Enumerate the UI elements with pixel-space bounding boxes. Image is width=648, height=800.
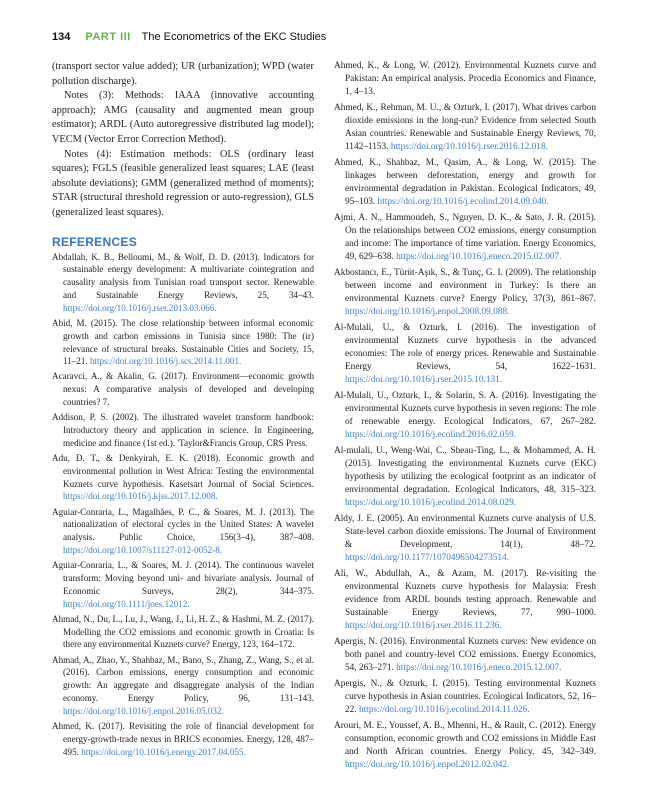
doi-link[interactable]: https://doi.org/10.1016/j.enpol.2016.05.032. (63, 705, 224, 716)
doi-link[interactable]: https://doi.org/10.1016/j.enpol.2012.02.042. (345, 759, 510, 770)
running-head (52, 28, 612, 46)
doi-link[interactable]: https://doi.org/10.1016/j.rser.2015.10.131. (345, 375, 503, 386)
reference-text: Addison, P. S. (2002). The illustrated wavelet transform handbook: Introductory theory and application in science. In Engineering, medicine and finance (1st ed.). 'Taylor&Francis Group, CRS Press. (52, 412, 314, 448)
doi-link[interactable]: https://doi.org/10.1016/j.scs.2014.11.001. (89, 356, 242, 367)
reference-text: Apergis, N., & Ozturk, I. (2015). Testing environmental Kuznets curve hypothesis in Asian countries. Ecological Indicators, 52, 16–22. (334, 678, 596, 715)
reference-text: Al-Mulali, U., & Ozturk, I. (2016). The investigation of environmental Kuznets curve hypothesis in the advanced economies: The role of energy prices. Renewable and Sustainable Energy Reviews, 54, 1622–1631. (334, 322, 596, 373)
reference-entry (334, 720, 596, 772)
reference-entry (52, 559, 314, 610)
reference-text: Apergis, N. (2016). Environmental Kuznets curves: New evidence on both panel and country-level CO2 emissions. Energy Economics, 54, 263–271. (334, 636, 596, 674)
reference-entry (334, 322, 596, 387)
reference-text: Al-Mulali, U., Ozturk, I., & Solarin, S. A. (2016). Investigating the environmental Kuznets curve hypothesis in seven regions: The role of renewable energy. Ecological Indicators, 67, 267–282. (334, 390, 596, 427)
reference-text: Aguiar-Conraria, L., & Soares, M. J. (2014). The continuous wavelet transform: Moving beyond uni- and bivariate analysis. Journal of Economic Surveys, 28(2), 344–375. (52, 560, 314, 596)
doi-link[interactable]: https://doi.org/10.1111/joes.12012. (63, 598, 190, 609)
doi-link[interactable]: https://doi.org/10.1016/j.eneco.2015.12.007. (396, 663, 562, 674)
left-column (52, 60, 314, 761)
notes-paragraph: (transport sector value added); UR (urbanization); WPD (water pollution discharge). (52, 61, 314, 87)
reference-text: Aguiar-Conraria, L., Magalhães, P. C., & Soares, M. J. (2013). The nationalization of electoral cycles in the United States: A wavelet analysis. Public Choice, 156(3–4), 387–408. (52, 506, 314, 543)
notes-paragraph: Notes (4): Estimation methods: OLS (ordinary least squares); FGLS (feasible generalized least squares; LAE (least absolute deviations); GMM (generalized method of moments); STAR (structural threshold regression or auto-regression), GLS (generalized least squares). (52, 148, 314, 218)
reference-text: Ahmed, K., & Long, W. (2012). Environmental Kuznets curve and Pakistan: An empirical analysis. Procedia Economics and Finance, 1, 4–13. (334, 61, 596, 98)
reference-entry (334, 513, 596, 565)
reference-entry (52, 720, 314, 758)
reference-text: Adu, D. T., & Denkyirah, E. K. (2018). Economic growth and environmental pollution in West Africa: Testing the environmental Kuznets curve hypothesis. Kasetsart Journal of Social Sciences. (52, 453, 314, 489)
reference-text: Ali, W., Abdullah, A., & Azam, M. (2017). Re-visiting the environmental Kuznets curve hypothesis for Malaysia: Fresh evidence from ARDL bounds testing approach. Renewable and Sustainable Energy Reviews, 77, 990–1000. (334, 568, 596, 619)
doi-link[interactable]: https://doi.org/10.1007/s11127-012-0052-8. (63, 545, 223, 556)
doi-link[interactable]: https://doi.org/10.1016/j.ecolind.2014.11.026. (358, 704, 530, 715)
doi-link[interactable]: https://doi.org/10.1177/1070496504273514. (345, 553, 509, 564)
reference-text: Ahmed, K. (2017). Revisiting the role of financial development for energy-growth-trade nexus in BRICS economies. Energy, 128, 487–495. (52, 720, 314, 757)
reference-entry (52, 251, 314, 315)
reference-text: Arouri, M. E., Youssef, A. B., Mhenni, H., & Rault, C. (2012). Energy consumption, economic growth and CO2 emissions in Middle East and North African countries. Energy Policy, 45, 342–349. (334, 720, 596, 757)
references-heading: REFERENCES (52, 234, 138, 249)
reference-entry (334, 678, 596, 717)
reference-text: Abid, M. (2015). The close relationship between informal economic growth and carbon emissions in Tunisia since 1980: The (ir) relevance of structural breaks. Sustainable Cities and Society, 15, 11–21. (52, 317, 314, 367)
reference-entry (334, 568, 596, 633)
reference-entry (52, 411, 314, 449)
reference-entry (334, 212, 596, 264)
page-number: 134 (52, 31, 71, 43)
part-label: PART III (85, 31, 131, 43)
doi-link[interactable]: https://doi.org/10.1016/j.ecolind.2016.02.059. (345, 430, 517, 441)
right-column (334, 60, 596, 775)
doi-link[interactable]: https://doi.org/10.1016/j.kjss.2017.12.008. (63, 491, 218, 502)
doi-link[interactable]: https://doi.org/10.1016/j.rser.2016.12.018. (390, 142, 548, 153)
reference-entry (52, 452, 314, 503)
reference-list-left (52, 251, 314, 759)
reference-entry (334, 267, 596, 319)
doi-link[interactable]: https://doi.org/10.1016/j.ecolind.2014.09.040. (377, 197, 549, 208)
reference-entry (334, 157, 596, 209)
reference-text: Ahmed, K., Shahbaz, M., Qasim, A., & Long, W. (2015). The linkages between deforestation, energy and growth for environmental degradation in Pakistan. Ecological Indicators, 49, 95–103. (334, 157, 596, 208)
reference-text: Ahmad, A., Zhao, Y., Shahbaz, M., Bano, S., Zhang, Z., Wang, S., et al. (2016). Carbon emissions, energy consumption and economic growth: An aggregate and disaggregate analysis of the Indian economy. Energy Policy, 96, 131–143. (52, 654, 314, 703)
reference-entry (334, 60, 596, 99)
reference-text: Akbostancı, E., Türüt-Aşık, S., & Tunç, G. I. (2009). The relationship between income and environment in Turkey: Is there an environmental Kuznets curve? Energy Policy, 37(3), 861–867. (334, 267, 596, 304)
doi-link[interactable]: https://doi.org/10.1016/j.energy.2017.04.055. (81, 746, 246, 757)
reference-entry (334, 390, 596, 442)
doi-link[interactable]: https://doi.org/10.1016/j.ecolind.2014.08.029. (345, 498, 517, 509)
reference-text: Al-mulali, U., Weng-Wai, C., Sheau-Ting, L., & Mohammed, A. H. (2015). Investigating the environmental Kuznets curve (EKC) hypothesis by utilizing the ecological footprint as an indicator of environmental degradation. Ecological Indicators, 48, 315–323. (334, 445, 596, 496)
notes-paragraph: Notes (3): Methods: IAAA (innovative accounting approach); AMG (causality and augmented mean group estimator); ARDL (Auto autoregressive distributed lag model); VECM (Vector Error Correction Method). (52, 90, 314, 145)
doi-link[interactable]: https://doi.org/10.1016/j.rser.2013.03.066. (63, 302, 217, 313)
doi-link[interactable]: https://doi.org/10.1016/j.rser.2016.11.236. (345, 621, 502, 632)
reference-text: Ahmad, N., Du, L., Lu, J., Wang, J., Li, H. Z., & Hashmi, M. Z. (2017). Modelling the CO2 emissions and economic growth in Croatia: Is there any environmental Kuznets curve? Energy, 123, 164–172. (52, 613, 314, 650)
reference-entry (52, 317, 314, 368)
reference-entry (334, 636, 596, 675)
doi-link[interactable]: https://doi.org/10.1016/j.enpol.2008.09.088. (345, 307, 510, 318)
reference-text: Ajmi, A. N., Hammoudeh, S., Nguyen, D. K., & Sato, J. R. (2015). On the relationships between CO2 emissions, energy consumption and income: The importance of time variation. Energy Economics, 49, 629–638. (334, 212, 596, 263)
reference-text: Ahmed, K., Rehman, M. U., & Ozturk, I. (2017). What drives carbon dioxide emissions in the long-run? Evidence from selected South Asian countries. Renewable and Sustainable Energy Reviews, 70, 1142–1153. (334, 102, 596, 153)
reference-entry (52, 613, 314, 651)
reference-text: Acaravci, A., & Akalin, G. (2017). Environment—economic growth nexus: A comparative analysis of developed and developing countries? 7. (52, 371, 314, 408)
doi-link[interactable]: https://doi.org/10.1016/j.eneco.2015.02.007. (396, 252, 562, 263)
reference-entry (334, 102, 596, 154)
reference-entry (334, 445, 596, 510)
reference-entry (52, 370, 314, 408)
reference-text: Aldy, J. E. (2005). An environmental Kuznets curve analysis of U.S. State-level carbon dioxide emissions. The Journal of Environment & Development, 14(1), 48–72. (334, 513, 596, 551)
reference-text: Abdallah, K. B., Belloumi, M., & Wolf, D. D. (2013). Indicators for sustainable energy development: A multivariate cointegration and causality analysis from Tunisian road transport sector. Renewable and Sustainable Energy Reviews, 25, 34–43. (52, 251, 314, 300)
reference-entry (52, 506, 314, 557)
chapter-title: The Econometrics of the EKC Studies (141, 31, 327, 43)
reference-entry (52, 654, 314, 718)
reference-list-right (334, 60, 596, 772)
